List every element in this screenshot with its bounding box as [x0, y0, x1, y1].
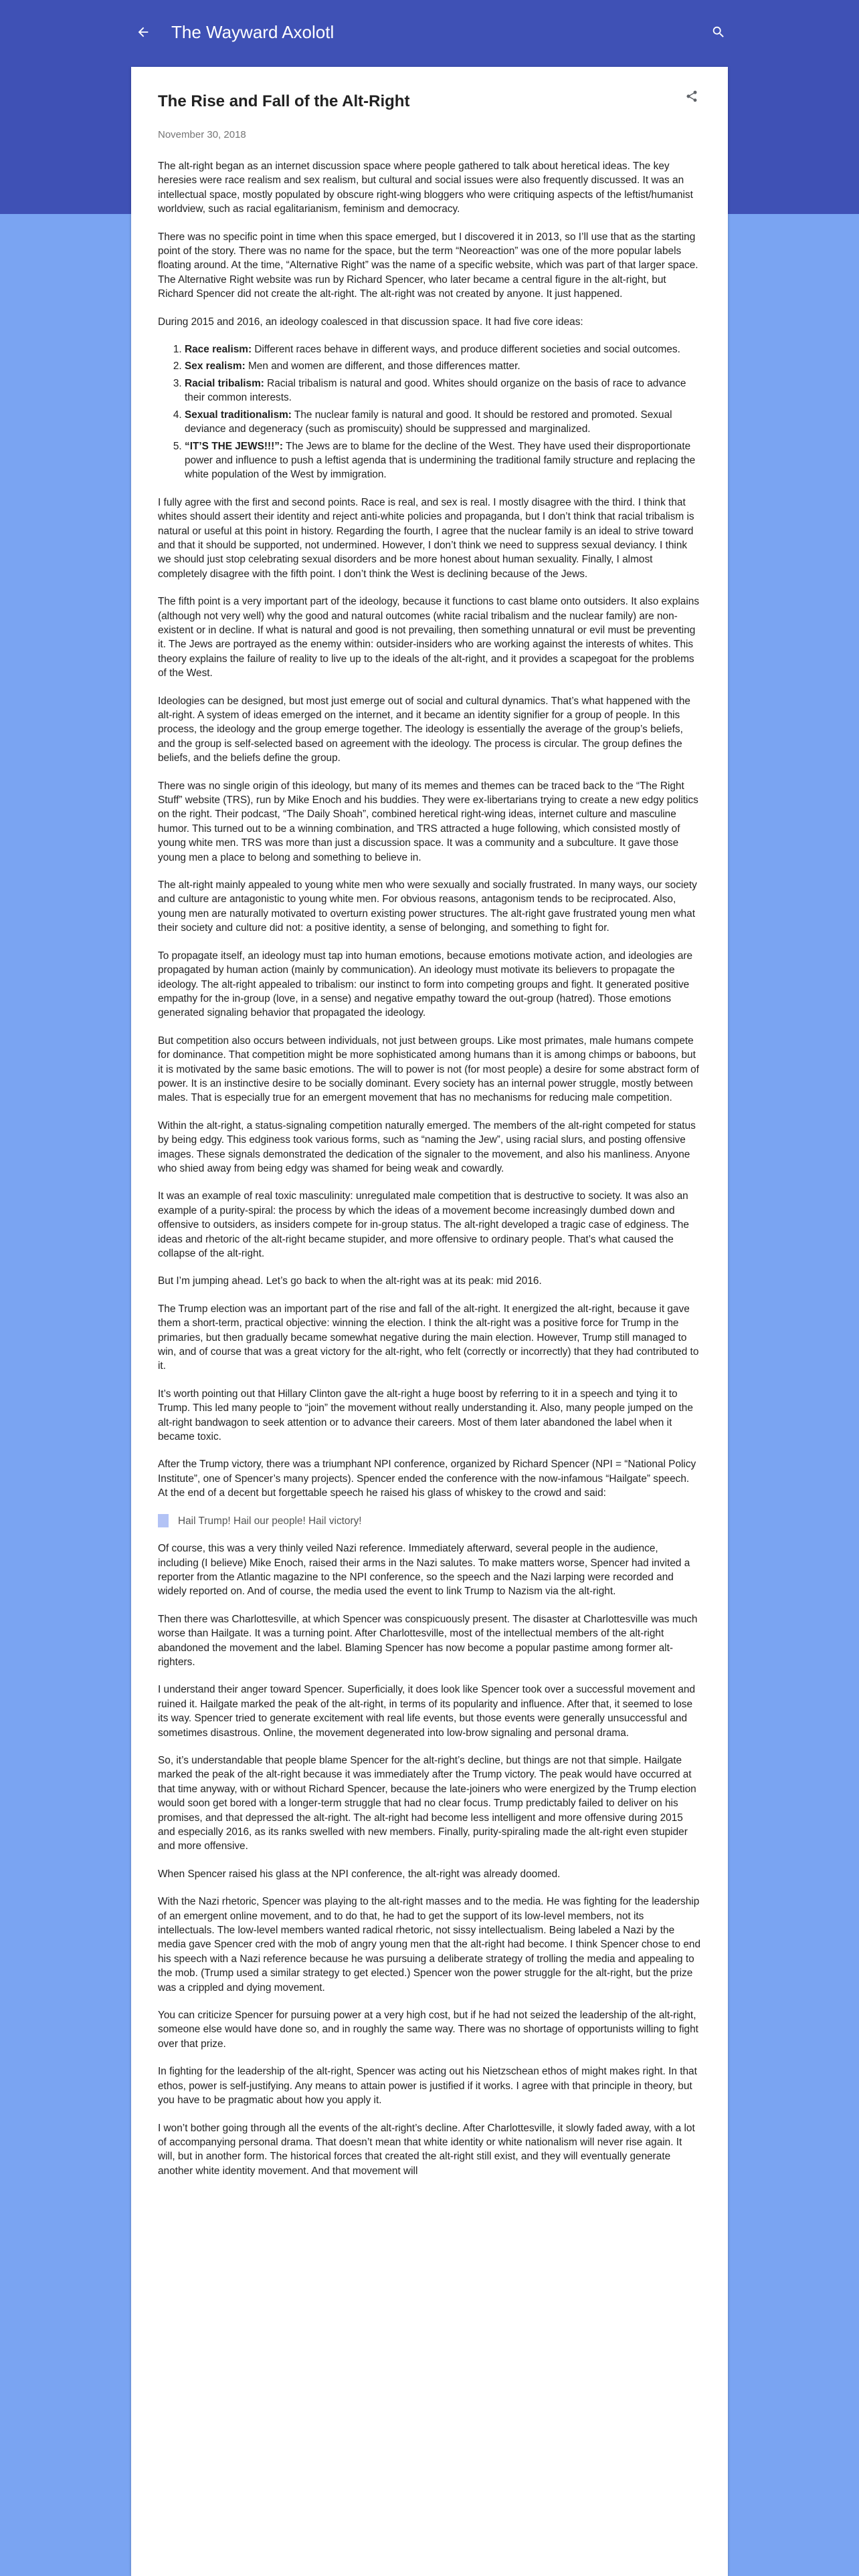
- search-button[interactable]: [706, 20, 731, 44]
- list-item: 5. “IT’S THE JEWS!!!”: The Jews are to blame for the decline of the West. They have used their disproportionate power and influence to push a leftist agenda that is undermining the traditional family structure and replacing the white population of the West by immigration.: [185, 439, 701, 482]
- quote-image-placeholder: [158, 1514, 169, 1527]
- paragraph: The alt-right began as an internet discussion space where people gathered to talk about heretical ideas. The key heresies were race realism and sex realism, but cultural and social issues were also frequently discussed. It was an intellectual space, mostly populated by obscure right-wing bloggers who were critiquing aspects of the leftist/humanist worldview, such as racial egalitarianism, feminism and democracy.: [158, 160, 693, 215]
- paragraph: It’s worth pointing out that Hillary Clinton gave the alt-right a huge boost by referring to it in a speech and tying it to Trump. This led many people to “join” the movement without really understanding it. Also, many people jumped on the alt-right bandwagon to seek attention or to advance their careers. Most of them later abandoned the label when it became toxic.: [158, 1388, 693, 1443]
- list-item: 2. Sex realism: Men and women are different, and those differences matter.: [185, 359, 701, 373]
- paragraph: The fifth point is a very important part of the ideology, because it functions to cast blame onto outsiders. It also explains (although not very well) why the good and natural outcomes (white racial tribalism and the nuclear family) are non-existent or in decline. If what is natural and good is not prevailing, then something unnatural or evil must be preventing it. The Jews are portrayed as the enemy within: outsider-insiders who are working against the interests of whites. This theory explains the failure of reality to live up to the ideals of the alt-right, and it provides a scapegoat for the problems of the West.: [158, 596, 700, 679]
- paragraph: I won’t bother going through all the events of the alt-right’s decline. After Charlottesville, it slowly faded away, with a lot of accompanying personal drama. That doesn’t mean that white identity or white nationalism will never rise again. It will, but in another form. The historical forces that created the alt-right still exist, and they will eventually generate another white identity movement. And that movement will: [158, 2122, 695, 2177]
- list-item: 4. Sexual traditionalism: The nuclear family is natural and good. It should be restored and promoted. Sexual deviance and degeneracy (such as promiscuity) should be suppressed and marginalized.: [185, 408, 701, 437]
- quote-text: Hail Trump! Hail our people! Hail victory!: [178, 1515, 362, 1527]
- blog-title[interactable]: The Wayward Axolotl: [171, 22, 335, 42]
- paragraph: But competition also occurs between individuals, not just between groups. Like most primates, male humans compete for dominance. That competition might be more sophisticated among humans than it is among chimps or baboons, but it is motivated by the same basic emotions. The will to power is not (for most people) a desire for some abstract form of power. It is an instinctive desire to be socially dominant. Every society has an internal power struggle, mostly between males. That is especially true for an emergent movement that has no mechanisms for reducing male competition.: [158, 1035, 699, 1104]
- post-title[interactable]: The Rise and Fall of the Alt-Right: [158, 92, 410, 110]
- paragraph: After the Trump victory, there was a triumphant NPI conference, organized by Richard Spencer (NPI = “National Policy Institute”, one of Spencer’s many projects). Spencer ended the conference with the now-infamous “Hailgate” speech. At the end of a decent but forgettable speech he raised his glass of whiskey to the crowd and said:: [158, 1459, 696, 1499]
- list-item: 1. Race realism: Different races behave in different ways, and produce different societies and social outcomes.: [185, 342, 701, 356]
- post-date: November 30, 2018: [158, 129, 246, 140]
- paragraph: You can criticize Spencer for pursuing power at a very high cost, but if he had not seized the leadership of the alt-right, someone else would have done so, and in roughly the same way. There was no shortage of opportunists willing to fight over that prize.: [158, 2010, 698, 2050]
- paragraph: So, it’s understandable that people blame Spencer for the alt-right’s decline, but things are not that simple. Hailgate marked the peak of the alt-right because it was immediately after the Trump victory. The peak would have occurred at that time anyway, with or without Richard Spencer, because the late-joiners who were energized by the Trump election would soon get bored with a longer-term struggle that had no clear focus. Trump predictably failed to deliver on his promises, and that depressed the alt-right. The alt-right had become less intelligent and more offensive during 2015 and especially 2016, as its ranks swelled with new members. Finally, purity-spiraling made the alt-right even stupider and more offensive.: [158, 1754, 696, 1852]
- share-icon: [685, 90, 698, 103]
- blockquote: [158, 1514, 701, 1528]
- paragraph: During 2015 and 2016, an ideology coalesced in that discussion space. It had five core ideas:: [158, 316, 583, 328]
- paragraph: To propagate itself, an ideology must tap into human emotions, because emotions motivate action, and ideologies are propagated by human action (mainly by communication). An ideology must motivate its believers to propagate the ideology. The alt-right appealed to tribalism: our instinct to form into competing groups and fight. It generated positive empathy for the in-group (love, in a sense) and negative empathy toward the out-group (hatred). Those emotions generated signaling behavior that propagated the ideology.: [158, 950, 693, 1019]
- post-body: [158, 159, 701, 2178]
- list-item: 3. Racial tribalism: Racial tribalism is natural and good. Whites should organize on the basis of race to advance their common interests.: [185, 377, 701, 405]
- paragraph: There was no single origin of this ideology, but many of its memes and themes can be traced back to the “The Right Stuff” website (TRS), run by Mike Enoch and his buddies. They were ex-libertarians trying to create a new edgy politics on the right. Their podcast, “The Daily Shoah”, combined heretical right-wing ideas, internet culture and masculine humor. This turned out to be a winning combination, and TRS attracted a huge following, which consisted mostly of young white men. TRS was more than just a discussion space. It was a community and a subculture. It gave those young men a place to belong and something to believe in.: [158, 780, 698, 863]
- paragraph: With the Nazi rhetoric, Spencer was playing to the alt-right masses and to the media. He was fighting for the leadership of an emergent online movement, and to do that, he had to get the support of its low-level members, not its intellectuals. The low-level members wanted radical rhetoric, not sissy intellectualism. Being labeled a Nazi by the media gave Spencer cred with the mob of angry young men that the alt-right had become. I think Spencer chose to end his speech with a Nazi reference because he was pursuing a deliberate strategy of trolling the media and appealing to the mob. (Trump used a similar strategy to get elected.) Spencer won the power struggle for the alt-right, but the prize was a crippled and dying movement.: [158, 1896, 701, 1994]
- app-header: [0, 0, 859, 64]
- post-card: [131, 67, 728, 2576]
- paragraph: Of course, this was a very thinly veiled Nazi reference. Immediately afterward, several people in the audience, including (I believe) Mike Enoch, raised their arms in the Nazi salutes. To make matters worse, Spencer had invited a reporter from the Atlantic magazine to the NPI conference, so the speech and the Nazi larping were recorded and widely reported on. And of course, the media used the event to link Trump to Nazism via the alt-right.: [158, 1543, 690, 1598]
- paragraph: The alt-right mainly appealed to young white men who were sexually and socially frustrated. In many ways, our society and culture are antagonistic to young white men. For obvious reasons, antagonism tends to be reciprocated. Also, young men are naturally motivated to overturn existing power structures. The alt-right gave frustrated young men what their society and culture did not: a positive identity, a sense of belonging, and something to fight for.: [158, 879, 697, 934]
- paragraph: I understand their anger toward Spencer. Superficially, it does look like Spencer took over a successful movement and ruined it. Hailgate marked the peak of the alt-right, in terms of its popularity and influence. After that, it seemed to lose its way. Spencer tried to generate excitement with real life events, but those events were generally unsuccessful and sometimes disastrous. Online, the movement degenerated into low-brow signaling and personal drama.: [158, 1684, 696, 1739]
- paragraph: I fully agree with the first and second points. Race is real, and sex is real. I mostly disagree with the third. I think that whites should assert their identity and reject anti-white policies and propaganda, but I don’t think that racial tribalism is natural or useful at this point in history. Regarding the fourth, I agree that the nuclear family is an ideal to strive toward and that it should be supported, not undermined. However, I don’t think we need to suppress sexual deviancy. I think we should just stop celebrating sexual disorders and be more honest about human sexuality. Finally, I almost completely disagree with the fifth point. I don’t think the West is declining because of the Jews.: [158, 496, 694, 580]
- paragraph: When Spencer raised his glass at the NPI conference, the alt-right was already doomed.: [158, 1868, 561, 1880]
- paragraph: It was an example of real toxic masculinity: unregulated male competition that is destructive to society. It was also an example of a purity-spiral: the process by which the ideas of a movement become increasingly dumbed down and offensive to outsiders, as insiders compete for in-group status. The alt-right developed a tragic case of edginess. The ideas and rhetoric of the alt-right became stupider, and more offensive to ordinary people. That’s what caused the collapse of the alt-right.: [158, 1190, 689, 1259]
- share-button[interactable]: [682, 87, 701, 106]
- paragraph: But I’m jumping ahead. Let’s go back to when the alt-right was at its peak: mid 2016.: [158, 1275, 542, 1287]
- paragraph: In fighting for the leadership of the alt-right, Spencer was acting out his Nietzschean ethos of might makes right. In that ethos, power is self-justifying. Any means to attain power is justified if it works. I agree with that principle in theory, but you have to be pragmatic about how you apply it.: [158, 2066, 697, 2107]
- paragraph: The Trump election was an important part of the rise and fall of the alt-right. It energized the alt-right, because it gave them a short-term, practical objective: winning the election. I think the alt-right was a positive force for Trump in the primaries, but then gradually became somewhat negative during the main election. However, Trump still managed to win, and of course that was a great victory for the alt-right, who felt (correctly or incorrectly) that they had contributed to it.: [158, 1303, 699, 1372]
- back-button[interactable]: [131, 20, 155, 44]
- search-icon: [711, 25, 726, 39]
- arrow-back-icon: [136, 25, 151, 39]
- paragraph: There was no specific point in time when this space emerged, but I discovered it in 2013, so I’ll use that as the starting point of the story. There was no name for the space, but the term “Neoreaction” was one of the more popular labels floating around. At the time, “Alternative Right” was the name of a specific website, which was part of that larger space. The Alternative Right website was run by Richard Spencer, who later became a central figure in the alt-right, but Richard Spencer did not create the alt-right. The alt-right was not created by anyone. It just happened.: [158, 231, 698, 300]
- core-ideas-list: [158, 342, 701, 482]
- paragraph: Then there was Charlottesville, at which Spencer was conspicuously present. The disaster at Charlottesville was much worse than Hailgate. It was a turning point. After Charlottesville, most of the intellectual members of the alt-right abandoned the movement and the label. Blaming Spencer has now become a popular pastime among former alt-righters.: [158, 1613, 698, 1668]
- paragraph: Ideologies can be designed, but most just emerge out of social and cultural dynamics. That’s what happened with the alt-right. A system of ideas emerged on the internet, and it became an identity signifier for a group of people. In this process, the ideology and the group emerge together. The ideology is essentially the average of the group’s beliefs, and the group is self-selected based on agreement with the ideology. The process is circular. The group defines the beliefs, and the beliefs define the group.: [158, 695, 690, 764]
- paragraph: Within the alt-right, a status-signaling competition naturally emerged. The members of the alt-right competed for status by being edgy. This edginess took various forms, such as “naming the Jew”, using racial slurs, and posting offensive images. These signals demonstrated the dedication of the signaler to the movement, and also his manliness. Anyone who shied away from being edgy was shamed for being weak and cowardly.: [158, 1119, 696, 1174]
